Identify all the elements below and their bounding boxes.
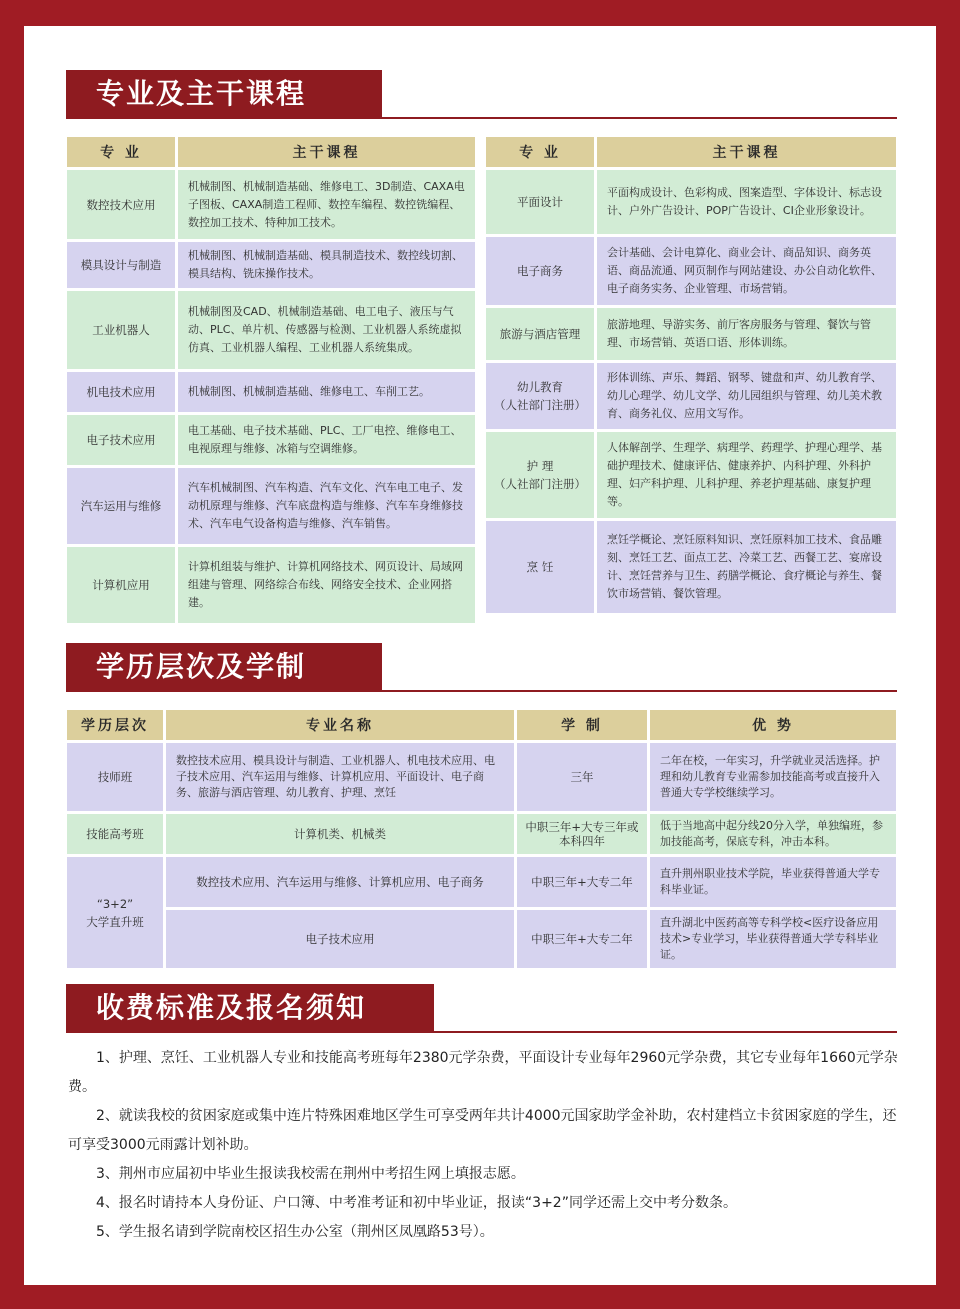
level-duration: 中职三年+大专二年 (517, 910, 647, 968)
major-name: 工业机器人 (67, 291, 175, 369)
major-name: 机电技术应用 (67, 372, 175, 412)
table-row (67, 743, 896, 811)
section-divider (66, 117, 897, 119)
table-row (67, 291, 475, 369)
level-name: “3+2” (96, 896, 134, 911)
level-majors: 电子技术应用 (166, 910, 514, 968)
level-name: 技能高考班 (67, 814, 163, 854)
table-row (67, 415, 475, 465)
majors-table-left (64, 134, 478, 626)
table-row (67, 242, 475, 288)
major-courses: 机械制图、机械制造基础、模具制造技术、数控线切割、模具结构、铣床操作技术。 (178, 242, 475, 288)
note-item: 5、学生报名请到学院南校区招生办公室（荆州区凤凰路53号）。 (96, 1224, 494, 1240)
level-majors: 数控技术应用、汽车运用与维修、计算机应用、电子商务 (166, 857, 514, 907)
table-row (67, 857, 896, 907)
section-title-majors: 专业及主干课程 (66, 70, 382, 118)
header-advantage: 优 势 (650, 710, 896, 740)
note-item: 3、荆州市应届初中毕业生报读我校需在荆州中考招生网上填报志愿。 (96, 1166, 525, 1182)
header-duration: 学 制 (517, 710, 647, 740)
table-row (486, 521, 896, 613)
major-courses: 机械制图、机械制造基础、维修电工、车削工艺。 (178, 372, 475, 412)
major-courses: 计算机组装与维护、计算机网络技术、网页设计、局域网组建与管理、网络综合布线、网络安全技术、企业网搭建。 (178, 547, 475, 623)
note-item: 2、就读我校的贫困家庭或集中连片特殊困难地区学生可享受两年共计4000元国家助学金补助，农村建档立卡贫困家庭的学生，还可享受3000元雨露计划补助。 (68, 1108, 897, 1153)
section-divider (66, 690, 897, 692)
major-note: （人社部门注册） (494, 477, 586, 491)
level-advantage: 直升荆州职业技术学院，毕业获得普通大学专科毕业证。 (650, 857, 896, 907)
level-majors: 数控技术应用、模具设计与制造、工业机器人、机电技术应用、电子技术应用、汽车运用与维修、计算机应用、平面设计、电子商务、旅游与酒店管理、幼儿教育、护理、烹饪 (166, 743, 514, 811)
levels-table (64, 707, 899, 971)
major-courses: 形体训练、声乐、舞蹈、钢琴、键盘和声、幼儿教育学、幼儿心理学、幼儿文学、幼儿园组织与管理、幼儿美术教育、商务礼仪、应用文写作。 (597, 363, 896, 429)
major-courses: 旅游地理、导游实务、前厅客房服务与管理、餐饮与管理、市场营销、英语口语、形体训练。 (597, 308, 896, 360)
table-row (67, 372, 475, 412)
major-name: 数控技术应用 (67, 170, 175, 239)
level-name-sub: 大学直升班 (86, 914, 144, 929)
level-advantage: 直升湖北中医药高等专科学校<医疗设备应用技术>专业学习，毕业获得普通大学专科毕业证。 (650, 910, 896, 968)
level-name: 技师班 (67, 743, 163, 811)
note-item: 4、报名时请持本人身份证、户口簿、中考准考证和初中毕业证，报读“3+2”同学还需上交中考分数条。 (96, 1195, 737, 1211)
major-courses: 人体解剖学、生理学、病理学、药理学、护理心理学、基础护理技术、健康评估、健康养护、内科护理、外科护理、妇产科护理、儿科护理、养老护理基础、康复护理等。 (597, 432, 896, 518)
major-name: 护 理 (526, 459, 554, 473)
major-courses: 电工基础、电子技术基础、PLC、工厂电控、维修电工、电视原理与维修、冰箱与空调维修。 (178, 415, 475, 465)
major-courses: 会计基础、会计电算化、商业会计、商品知识、商务英语、商品流通、网页制作与网站建设、办公自动化软件、电子商务实务、企业管理、市场营销。 (597, 237, 896, 305)
table-row (67, 814, 896, 854)
level-duration: 三年 (517, 743, 647, 811)
table-row (486, 308, 896, 360)
major-name: 电子技术应用 (67, 415, 175, 465)
major-courses: 烹饪学概论、烹饪原料知识、烹饪原料加工技术、食品雕刻、烹饪工艺、面点工艺、冷菜工艺、西餐工艺、宴席设计、烹饪营养与卫生、药膳学概论、食疗概论与养生、餐饮市场营销、餐饮管理。 (597, 521, 896, 613)
major-name: 平面设计 (486, 170, 594, 234)
section-title-levels: 学历层次及学制 (66, 643, 382, 691)
major-name-cell (486, 432, 594, 518)
level-name-cell (67, 857, 163, 968)
major-courses: 汽车机械制图、汽车构造、汽车文化、汽车电工电子、发动机原理与维修、汽车底盘构造与维修、汽车车身维修技术、汽车电气设备构造与维修、汽车销售。 (178, 468, 475, 544)
major-name: 计算机应用 (67, 547, 175, 623)
header-level: 学历层次 (67, 710, 163, 740)
header-major: 专 业 (486, 137, 594, 167)
major-name: 烹 饪 (486, 521, 594, 613)
header-major-name: 专业名称 (166, 710, 514, 740)
major-note: （人社部门注册） (494, 398, 586, 412)
table-row (67, 547, 475, 623)
major-name: 模具设计与制造 (67, 242, 175, 288)
level-advantage: 二年在校，一年实习，升学就业灵活选择。护理和幼儿教育专业需参加技能高考或直接升入普通大专学校继续学习。 (650, 743, 896, 811)
brochure-page (24, 26, 936, 1285)
table-row (67, 468, 475, 544)
note-item: 1、护理、烹饪、工业机器人专业和技能高考班每年2380元学杂费，平面设计专业每年2960元学杂费，其它专业每年1660元学杂费。 (68, 1050, 898, 1095)
major-name-cell (486, 363, 594, 429)
table-row (486, 237, 896, 305)
level-duration: 中职三年+大专三年或本科四年 (517, 814, 647, 854)
section-divider (66, 1031, 897, 1033)
level-advantage: 低于当地高中起分线20分入学，单独编班，参加技能高考，保底专科，冲击本科。 (650, 814, 896, 854)
header-courses: 主干课程 (597, 137, 896, 167)
table-row (67, 170, 475, 239)
major-name: 幼儿教育 (517, 380, 563, 394)
section-title-fees: 收费标准及报名须知 (66, 984, 434, 1032)
level-majors: 计算机类、机械类 (166, 814, 514, 854)
table-row (486, 170, 896, 234)
table-row (486, 363, 896, 429)
table-row (67, 910, 896, 968)
major-courses: 平面构成设计、色彩构成、图案造型、字体设计、标志设计、户外广告设计、POP广告设计、CI企业形象设计。 (597, 170, 896, 234)
table-row (486, 432, 896, 518)
header-major: 专 业 (67, 137, 175, 167)
fee-notes (68, 1044, 902, 1247)
level-duration: 中职三年+大专二年 (517, 857, 647, 907)
major-courses: 机械制图及CAD、机械制造基础、电工电子、液压与气动、PLC、单片机、传感器与检测、工业机器人系统虚拟仿真、工业机器人编程、工业机器人系统集成。 (178, 291, 475, 369)
major-name: 汽车运用与维修 (67, 468, 175, 544)
major-name: 旅游与酒店管理 (486, 308, 594, 360)
majors-table-right (483, 134, 899, 616)
major-name: 电子商务 (486, 237, 594, 305)
major-courses: 机械制图、机械制造基础、维修电工、3D制造、CAXA电子图板、CAXA制造工程师、数控车编程、数控铣编程、数控加工技术、特种加工技术。 (178, 170, 475, 239)
header-courses: 主干课程 (178, 137, 475, 167)
